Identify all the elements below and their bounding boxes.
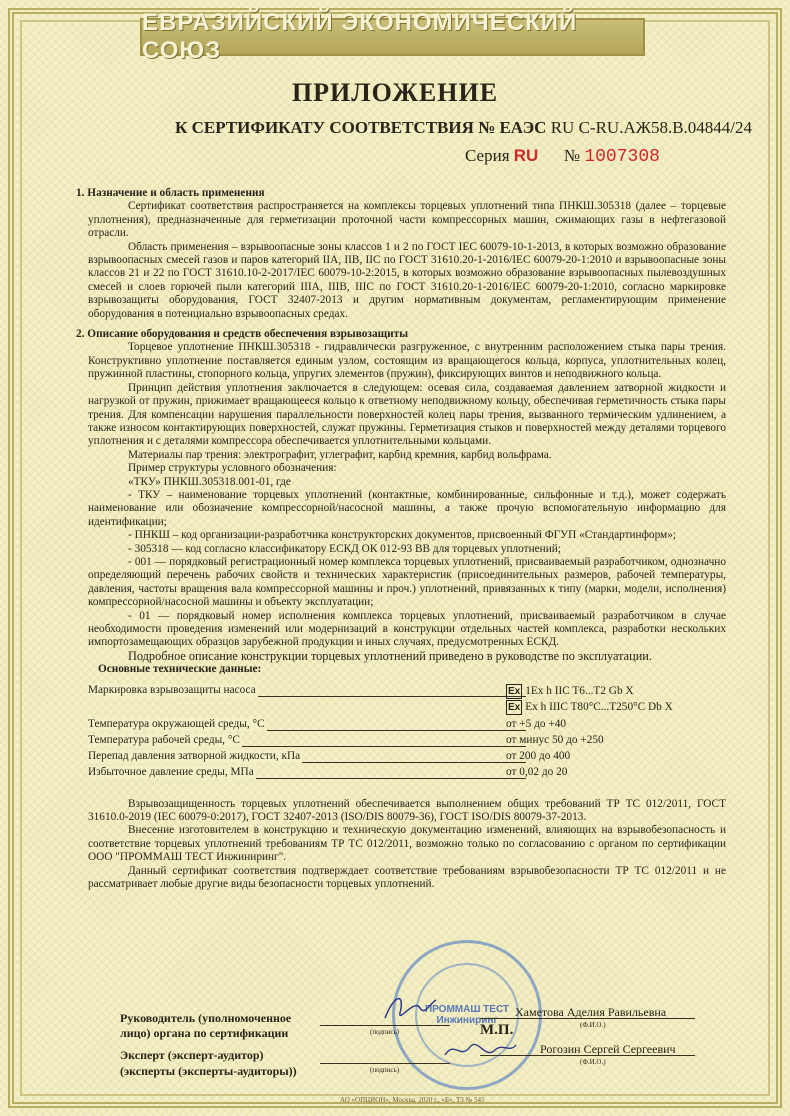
spec-value: от 200 до 400 [506,749,571,762]
fio-caption: (Ф.И.О.) [580,1021,606,1029]
spec-row [88,766,726,782]
paragraph: - 01 — порядковый номер исполнения комплекса торцевых уплотнений, присваиваемый разработчиком в случае необходимости проведения изменений или модернизаций в конструкции отдельных частей комплекса, разработки нескольких импортозамещающих образцов зарубежной продукции и иных случаях, предусмотренных ЕСКД. [88,609,726,649]
paragraph: - ТКУ – наименование торцевых уплотнений (контактные, комбинированные, сильфонные и т.д.), может содержать наименование или обозначение компрессорной/насосной машины, а также прочую вспомогательную информацию для идентификации; [88,488,726,528]
spec-value: от минус 50 до +250 [506,733,604,746]
paragraph: - 001 — порядковый регистрационный номер комплекса торцевых уплотнений, присваиваемый разработчиком, однозначно определяющий перечень рабочих свойств и технических характеристик (присоединительных размеров, рабочей температуры, давления, частоты вращения вала компрессорной машины и проч.) уплотнений, привязанных к типу (марки, модели, исполнения) компрессорной/насосной машины и объекту эксплуатации; [88,555,726,609]
paragraph: Пример структуры условного обозначения: [128,462,337,475]
certificate-body [76,187,726,891]
series-line [465,146,660,167]
head-name: Хаметова Аделия Равильевна [515,1005,667,1019]
series-code: RU [513,146,539,165]
spec-value: от 0,02 до 20 [506,765,568,778]
sign-caption: (подпись) [370,1028,400,1036]
ex-mark-icon: Ex [506,700,522,715]
mp-label: М.П. [480,1022,514,1038]
spec-row [88,684,726,700]
form-number: 1007308 [584,147,660,167]
spec-label: Избыточное давление среды, МПа [88,765,254,778]
printer-footer: АО «ОПЦИОН», Москва, 2020 г., «Б», ТЗ № 545 [340,1096,485,1104]
paragraph: Сертификат соответствия распространяется на комплексы торцевых уплотнений типа ПНКШ.305318 (далее – торцевые уплотнения), предназначенные для герметизации проточной части компрессорных машин, сжимающих газы в нефтегазовой отрасли. [88,200,726,240]
paragraph: Внесение изготовителем в конструкцию и техническую документацию изменений, влияющих на взрывобезопасность и соответствие торцевых уплотнений требованиям ТР ТС 012/2011, возможно только по согласованию с органом по сертификации ООО "ПРОММАШ ТЕСТ Инжиниринг". [88,824,726,864]
paragraph: Область применения – взрывоопасные зоны классов 1 и 2 по ГОСТ IEC 60079-10-1-2013, в которых возможно образование взрывоопасных смесей газов и паров категорий IIA, IIB, IIC по ГОСТ 31610.20-1-2016/IEC 60079-20-1:2010 и взрывоопасные зоны классов 21 и 22 по ГОСТ 31610.10-2-2017/IEC 60079-10-2:2015, в которых возможно образование взрывоопасных пылевоздушных смесей и слоев горючей пыли категорий IIIA, IIIB, IIIC по ГОСТ 31610.20-1-2016/IEC 60079-20-1:2010, согласно маркировке взрывозащиты оборудования, ГОСТ 32407-2013 и другим нормативным документам, регламентирующим применение оборудования в потенциально взрывоопасных средах. [88,240,726,320]
banner-text: ЕВРАЗИЙСКИЙ ЭКОНОМИЧЕСКИЙ СОЮЗ [142,9,578,64]
paragraph: Взрывозащищенность торцевых уплотнений обеспечивается выполнением общих требований ТР ТС 012/2011, ГОСТ 31610.0-2019 (IEC 60079-0:2017), ГОСТ 32407-2013 (ISO/DIS 80079-36), ГОСТ ISO/DIS 80079-37-2013. [88,797,726,824]
expert-name: Рогозин Сергей Сергеевич [540,1042,676,1056]
paragraph: Торцевое уплотнение ПНКШ.305318 - гидравлически разгруженное, с внутренним расположением стыка пары трения. Конструктивно уплотнение поставляется единым узлом, состоящим из вращающегося кольца, корпуса, уплотнительных колец, пружинной пластины, стопорного кольца, упругих элементов (пружин), фиксирующих винтов и неподвижного кольца. [88,341,726,381]
paragraph: - ПНКШ – код организации-разработчика конструкторских документов, присвоенный ФГУП «Стандартинформ»; [128,529,676,542]
subtitle-text: К СЕРТИФИКАТУ СООТВЕТСТВИЯ № ЕАЭС [175,118,547,137]
paragraph: Принцип действия уплотнения заключается в следующем: осевая сила, создаваемая давлением затворной жидкости и нагрузкой от пружин, прижимает вращающееся кольцо к ответному неподвижному кольцу, обеспечивая герметичность стыка пары трения. Для компенсации нарушения параллельности поверхностей колец пары трения, вызванного термическим удлинением, а также износом контактирующих поверхностей, служат пружины. Герметизация стыков и поверхностей между деталями торцевого уплотнения и с деталями компрессора обеспечивается уплотнительными кольцами. [88,381,726,448]
spec-label: Температура рабочей среды, °С [88,733,240,746]
sign-caption: (подпись) [370,1066,400,1074]
spec-value: 1Ex h IIC T6...T2 Gb X [525,684,634,697]
paragraph: Подробное описание конструкции торцевых уплотнений приведено в руководстве по эксплуатации. [128,648,652,663]
fio-caption: (Ф.И.О.) [580,1058,606,1066]
expert-label-2: (эксперты (эксперты-аудиторы)) [120,1064,297,1078]
spec-value: от +5 до +40 [506,717,566,730]
signature-expert [440,1035,520,1065]
section-2-heading: 2. Описание оборудования и средств обеспечения взрывозащиты [76,328,409,341]
paragraph: Материалы пар трения: электрографит, углеграфит, карбид кремния, карбид вольфрама. [128,448,552,461]
spec-label: Перепад давления затворной жидкости, кПа [88,749,301,762]
spec-label: Температура окружающей среды, °С [88,717,265,730]
signature-head [380,988,440,1028]
certificate-subtitle [175,118,752,138]
paragraph: - 305318 — код согласно классификатору ЕСКД ОК 012-93 ВВ для торцевых уплотнений; [128,542,561,555]
specs-heading: Основные технические данные: [98,663,262,676]
paragraph: Данный сертификат соответствия подтверждает соответствие требованиям взрывобезопасности ТР ТС 012/2011 и не рассматривает любые другие виды безопасности торцевых уплотнений. [88,864,726,891]
spec-row [88,700,726,718]
expert-label-1: Эксперт (эксперт-аудитор) [120,1048,264,1062]
spec-row [88,734,726,750]
series-label: Серия [465,146,510,165]
spec-label: Маркировка взрывозащиты насоса [88,683,256,696]
ex-mark-icon: Ex [506,684,522,699]
spec-row [88,750,726,766]
head-label-1: Руководитель (уполномоченное [120,1011,292,1025]
spec-value: Ex h IIIC T80°C...T250°C Db X [525,700,673,713]
stamp-text: ПРОММАШ ТЕСТ Инжиниринг [424,1004,510,1026]
head-label-2: лицо) органа по сертификации [120,1026,289,1040]
certificate-number: RU C-RU.АЖ58.В.04844/24 [550,118,753,137]
spec-row [88,718,726,734]
number-label: № [563,146,581,165]
paragraph: «ТКУ» ПНКШ.305318.001-01, где [128,475,291,488]
union-banner [140,9,645,64]
section-1-heading: 1. Назначение и область применения [76,187,265,199]
page-title: ПРИЛОЖЕНИЕ [291,78,499,107]
